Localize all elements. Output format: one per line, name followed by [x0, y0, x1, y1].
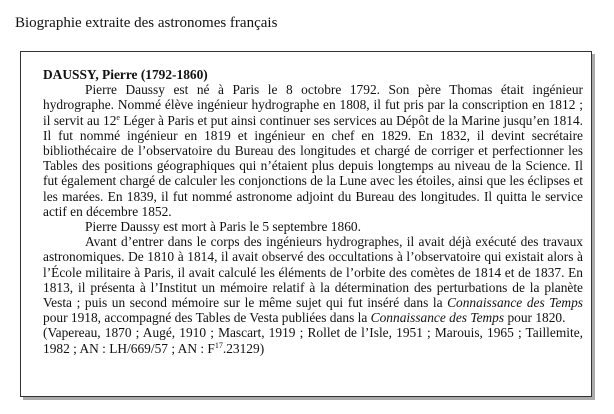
paragraph-career-text-b: Léger à Paris et put ainsi continuer ses services au Dépôt de la Marine jusqu’en 1814. Il fut nommé ingénieur en 1819 et ingénieur en chef en 1829. En 1832, il devint secrétaire bibliothécaire de l’observatoire du Bureau des longitudes et chargé de corriger et perfectionner les Tables des positions géographiques qui n’étaient plus depuis longtemps au niveau de la Science. Il fut également chargé de calculer les conjonctions de la Lune avec les étoiles, ainsi que les éclipses et les marées. En 1839, il fut nommé astronome adjoint du Bureau des longitudes. Il quitta le service actif en décembre 1852.: [43, 112, 583, 219]
publication-title: Connaissance des Temps: [447, 295, 583, 311]
superscript-17: 17: [214, 340, 223, 350]
paragraph-career-text-a: Pierre Daussy est né à Paris le 8 octobre 1792. Son père Thomas était ingénieur hydrographe. Nommé élève ingénieur hydrographe en 1808, il fut pris par la conscription en 1812 ; il servit au 12: [43, 82, 583, 128]
references-text-a: (Vapereau, 1870 ; Augé, 1910 ; Mascart, 1919 ; Rollet de l’Isle, 1951 ; Marouis, 1965 ; Taillemite, 1982 ; AN : LH/669/57 ; AN : F: [43, 325, 583, 356]
references-text-b: .23129): [222, 340, 265, 356]
references: [43, 325, 583, 355]
entry-heading: [43, 67, 583, 82]
paragraph-death: Pierre Daussy est mort à Paris le 5 septembre 1860.: [85, 219, 361, 235]
paragraph-career: [43, 82, 583, 219]
biography-box: [20, 51, 592, 397]
paragraph-works-text-b: pour 1918, accompagné des Tables de Vesta publiées dans la: [43, 310, 371, 326]
biography-text: [43, 67, 583, 356]
publication-title: Connaissance des Temps: [370, 310, 505, 326]
paragraph-works: [43, 234, 583, 325]
paragraph-works-text-c: pour 1820.: [504, 310, 566, 326]
astronomer-name-dates: DAUSSY, Pierre (1792-1860): [43, 67, 208, 82]
page-title: Biographie extraite des astronomes français: [15, 15, 278, 31]
paragraph-works-text-a: Avant d’entrer dans le corps des ingénieurs hydrographes, il avait déjà exécuté des travaux astronomiques. De 1810 à 1814, il avait observé des occultations à l’observatoire qui existait alors à l’École militaire à Paris, il avait calculé les éléments de l’orbite des comètes de 1814 et de 1837. En 1813, il présenta à l’Institut un mémoire relatif à la détermination des perturbations de la planète Vesta ; puis un second mémoire sur le même sujet qui fut inséré dans la: [43, 234, 583, 311]
superscript-e: e: [116, 112, 120, 122]
